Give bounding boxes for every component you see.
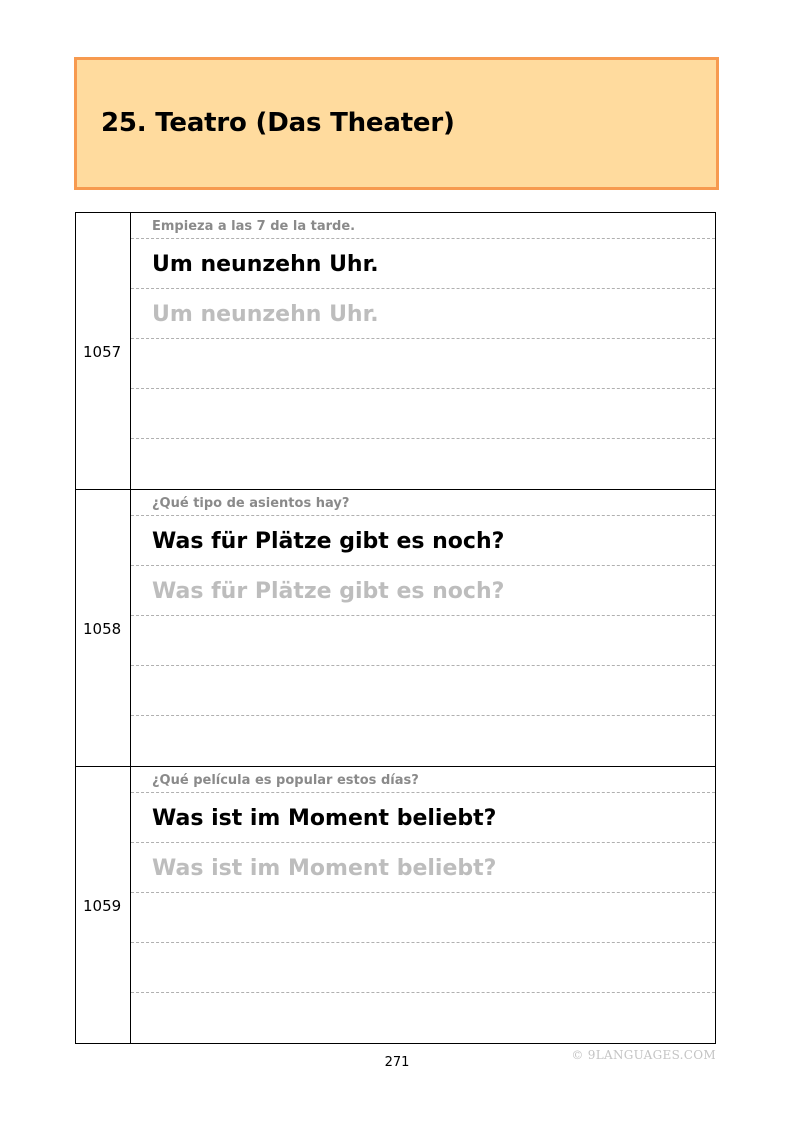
blank-writing-line[interactable] (131, 339, 715, 389)
tracing-line: Um neunzehn Uhr. (131, 289, 715, 339)
blank-writing-line[interactable] (131, 389, 715, 439)
tracing-line: Was für Plätze gibt es noch? (131, 566, 715, 616)
practice-entry (75, 489, 716, 766)
practice-entry (75, 212, 716, 489)
practice-entry (75, 766, 716, 1044)
blank-writing-line[interactable] (131, 993, 715, 1043)
blank-writing-line[interactable] (131, 439, 715, 489)
blank-writing-line[interactable] (131, 616, 715, 666)
practice-sheet (75, 212, 716, 1044)
writing-lines (131, 767, 715, 1043)
blank-writing-line[interactable] (131, 716, 715, 766)
entry-number: 1058 (83, 620, 122, 638)
entry-number-column (76, 213, 131, 489)
spanish-prompt: Empieza a las 7 de la tarde. (131, 213, 715, 239)
tracing-line: Was ist im Moment beliebt? (131, 843, 715, 893)
german-answer: Was ist im Moment beliebt? (131, 793, 715, 843)
blank-writing-line[interactable] (131, 943, 715, 993)
copyright-notice: © 9LANGUAGES.COM (571, 1048, 716, 1062)
lesson-header (74, 57, 719, 190)
entry-number: 1059 (83, 897, 122, 915)
german-answer: Was für Plätze gibt es noch? (131, 516, 715, 566)
blank-writing-line[interactable] (131, 666, 715, 716)
german-answer: Um neunzehn Uhr. (131, 239, 715, 289)
page-number: 271 (384, 1055, 410, 1070)
entry-number-column (76, 490, 131, 766)
blank-writing-line[interactable] (131, 893, 715, 943)
entry-number: 1057 (83, 343, 122, 361)
lesson-title: 25. Teatro (Das Theater) (101, 108, 455, 138)
writing-lines (131, 490, 715, 766)
spanish-prompt: ¿Qué película es popular estos días? (131, 767, 715, 793)
entry-number-column (76, 767, 131, 1043)
writing-lines (131, 213, 715, 489)
spanish-prompt: ¿Qué tipo de asientos hay? (131, 490, 715, 516)
